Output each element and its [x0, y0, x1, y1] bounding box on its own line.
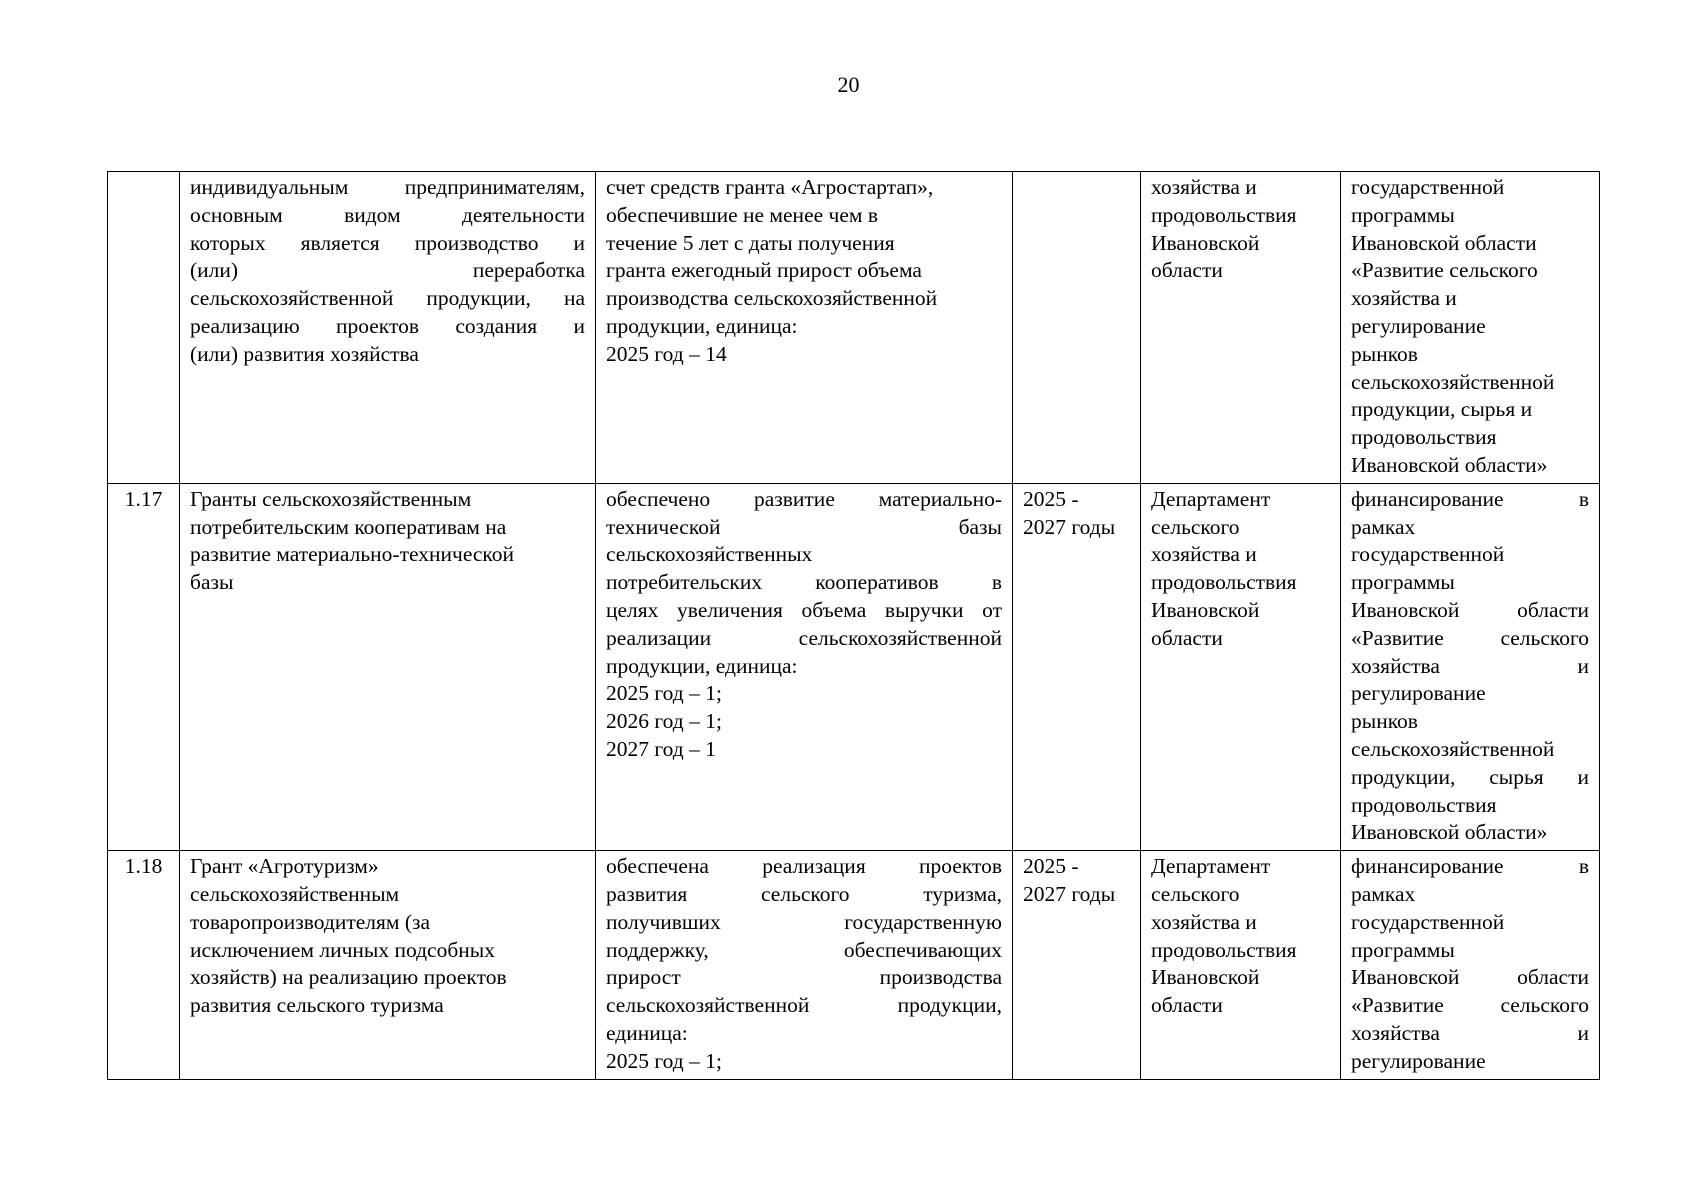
cell-funding	[1341, 483, 1600, 850]
cell-text-line: регулирование	[1351, 1048, 1486, 1073]
cell-text-line: 2025 -	[1023, 486, 1079, 511]
cell-text-line: течение 5 лет с даты получения	[606, 230, 895, 255]
cell-text-line: сельскохозяйственной продукции,	[606, 993, 1002, 1018]
cell-text-line: области	[1151, 993, 1223, 1018]
cell-text-line: единица:	[606, 1020, 688, 1045]
table-row	[108, 851, 1600, 1079]
cell-measure-name	[180, 851, 596, 1079]
cell-text-line: продукции, сырья и	[1351, 764, 1589, 789]
cell-text-line: продовольствия	[1351, 792, 1497, 817]
cell-text-line: Ивановской	[1151, 230, 1260, 255]
cell-number: 1.18	[108, 851, 180, 1079]
cell-text-line: прирост производства	[606, 965, 1002, 990]
cell-text-line: технической базы	[606, 514, 1002, 539]
cell-text-line: государственной	[1351, 175, 1505, 199]
cell-text-line: Ивановской области	[1351, 230, 1537, 255]
cell-text-line: основным видом деятельности	[190, 202, 585, 227]
cell-text-line: хозяйства и	[1151, 909, 1257, 934]
cell-text-line: получивших государственную	[606, 909, 1002, 934]
cell-text-line: обеспечено развитие материально-	[606, 486, 1002, 511]
cell-text-line: сельского	[1151, 514, 1240, 539]
cell-text-line: сельскохозяйственной продукции, на	[190, 286, 585, 311]
cell-text-line: исключением личных подсобных	[190, 937, 495, 962]
cell-text-line: производства сельскохозяйственной	[606, 286, 938, 311]
measures-table	[107, 171, 1600, 1080]
cell-funding	[1341, 851, 1600, 1079]
cell-text-line: Грант «Агротуризм»	[190, 854, 379, 879]
cell-text-line: реализации сельскохозяйственной	[606, 625, 1002, 650]
cell-funding	[1341, 172, 1600, 484]
cell-text-line: реализацию проектов создания и	[190, 313, 585, 338]
cell-text-line: сельскохозяйственной	[1351, 736, 1555, 761]
cell-text-line: хозяйств) на реализацию проектов	[190, 965, 507, 990]
cell-text-line: рынков	[1351, 341, 1418, 366]
cell-text-line: сельскохозяйственным	[190, 881, 400, 906]
table-row	[108, 172, 1600, 484]
cell-text-line: 2025 год – 1;	[606, 1048, 722, 1073]
cell-text-line: «Развитие сельского	[1351, 993, 1589, 1018]
cell-text-line: Департамент	[1151, 486, 1271, 511]
cell-text-line: 2025 год – 1;	[606, 681, 722, 706]
cell-text-line: развития сельского туризма,	[606, 881, 1002, 906]
cell-text-line: продукции, единица:	[606, 653, 798, 678]
cell-text-line: развитие материально-технической	[190, 542, 515, 567]
cell-text-line: рынков	[1351, 709, 1418, 734]
cell-text-line: товаропроизводителям (за	[190, 909, 431, 934]
cell-measure-name	[180, 172, 596, 484]
table-row	[108, 483, 1600, 850]
cell-text-line: базы	[190, 570, 234, 595]
table-body	[108, 172, 1600, 1080]
cell-text-line: продовольствия	[1151, 202, 1297, 227]
cell-text-line: Ивановской области»	[1351, 820, 1548, 845]
cell-text-line: «Развитие сельского	[1351, 625, 1589, 650]
cell-text-line: области	[1151, 258, 1223, 283]
cell-period	[1013, 172, 1141, 484]
cell-text-line: 2026 год – 1;	[606, 709, 722, 734]
cell-text-line: 2027 годы	[1023, 881, 1116, 906]
cell-text-line: 2027 год – 1	[606, 736, 716, 761]
cell-text-line: сельскохозяйственной	[1351, 369, 1555, 394]
cell-text-line: программы	[1351, 202, 1455, 227]
cell-text-line: программы	[1351, 570, 1455, 595]
cell-text-line: 2025 -	[1023, 854, 1079, 879]
cell-text-line: продовольствия	[1151, 570, 1297, 595]
cell-text-line: Департамент	[1151, 854, 1271, 879]
cell-responsible	[1141, 851, 1341, 1079]
cell-text-line: хозяйства и	[1151, 542, 1257, 567]
cell-text-line: развития сельского туризма	[190, 993, 444, 1018]
cell-period	[1013, 483, 1141, 850]
cell-text-line: Ивановской	[1151, 597, 1260, 622]
cell-text-line: регулирование	[1351, 313, 1486, 338]
cell-expected-result	[596, 172, 1013, 484]
cell-text-line: сельскохозяйственных	[606, 542, 813, 567]
cell-measure-name	[180, 483, 596, 850]
cell-text-line: (или) переработка	[190, 258, 585, 283]
cell-text-line: «Развитие сельского	[1351, 258, 1538, 283]
cell-text-line: обеспечена реализация проектов	[606, 854, 1002, 879]
cell-text-line: Ивановской области»	[1351, 452, 1548, 477]
cell-text-line: потребительским кооперативам на	[190, 514, 507, 539]
cell-text-line: области	[1151, 625, 1223, 650]
cell-text-line: сельского	[1151, 881, 1240, 906]
cell-responsible	[1141, 483, 1341, 850]
cell-responsible	[1141, 172, 1341, 484]
cell-number: 1.17	[108, 483, 180, 850]
page-number: 20	[837, 72, 860, 97]
cell-text-line: Гранты сельскохозяйственным	[190, 486, 472, 511]
cell-text-line: которых является производство и	[190, 230, 585, 255]
cell-text-line: 2025 год – 14	[606, 341, 727, 366]
cell-text-line: рамках	[1351, 514, 1416, 539]
cell-text-line: целях увеличения объема выручки от	[606, 597, 1002, 622]
cell-text-line: хозяйства и	[1351, 653, 1589, 678]
cell-expected-result	[596, 851, 1013, 1079]
cell-period	[1013, 851, 1141, 1079]
cell-text-line: продовольствия	[1151, 937, 1297, 962]
cell-text-line: продукции, единица:	[606, 313, 798, 338]
cell-text-line: Ивановской области	[1351, 597, 1589, 622]
cell-text-line: (или) развития хозяйства	[190, 341, 419, 366]
cell-text-line: хозяйства и	[1351, 286, 1457, 311]
cell-text-line: рамках	[1351, 881, 1416, 906]
cell-text-line: индивидуальным предпринимателям,	[190, 175, 585, 199]
cell-text-line: программы	[1351, 937, 1455, 962]
cell-text-line: обеспечившие не менее чем в	[606, 202, 879, 227]
cell-text-line: финансирование в	[1351, 854, 1589, 879]
cell-text-line: Ивановской	[1151, 965, 1260, 990]
cell-text-line: государственной	[1351, 542, 1505, 567]
cell-text-line: продукции, сырья и	[1351, 397, 1533, 422]
cell-number	[108, 172, 180, 484]
cell-text-line: хозяйства и	[1351, 1020, 1589, 1045]
cell-text-line: Ивановской области	[1351, 965, 1589, 990]
cell-text-line: государственной	[1351, 909, 1505, 934]
cell-text-line: 2027 годы	[1023, 514, 1116, 539]
cell-expected-result	[596, 483, 1013, 850]
cell-text-line: финансирование в	[1351, 486, 1589, 511]
cell-text-line: гранта ежегодный прирост объема	[606, 258, 922, 283]
cell-text-line: счет средств гранта «Агростартап»,	[606, 175, 934, 199]
cell-text-line: хозяйства и	[1151, 175, 1257, 199]
cell-text-line: продовольствия	[1351, 425, 1497, 450]
cell-text-line: регулирование	[1351, 681, 1486, 706]
cell-text-line: потребительских кооперативов в	[606, 570, 1002, 595]
cell-text-line: поддержку, обеспечивающих	[606, 937, 1002, 962]
